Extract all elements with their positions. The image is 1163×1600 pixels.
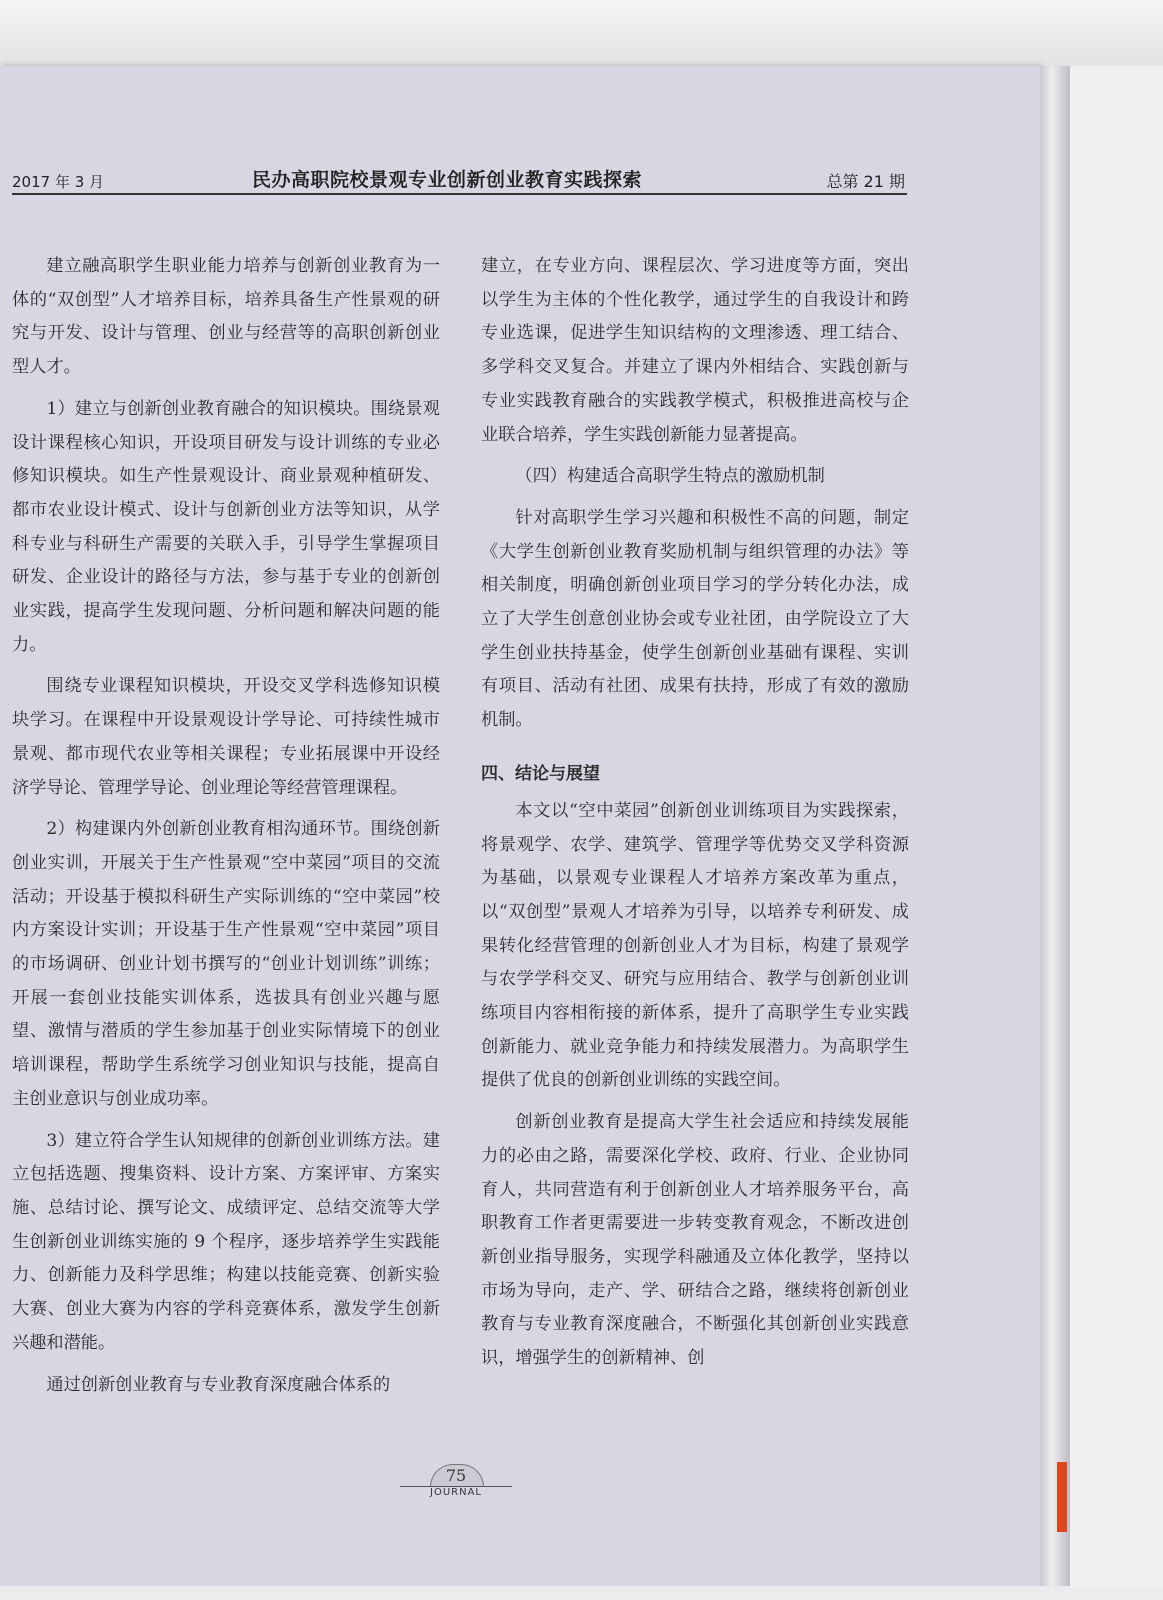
header-issue: 总第 21 期 bbox=[826, 172, 905, 191]
page-footer bbox=[400, 1464, 512, 1500]
right-column bbox=[481, 250, 909, 1384]
running-header bbox=[12, 165, 907, 195]
paragraph: 3）建立符合学生认知规律的创新创业训练方法。建立包括选题、搜集资料、设计方案、方案评审、方案实施、总结讨论、撰写论文、成绩评定、总结交流等大学生创新创业训练实施的 9 个程序，逐步培养学生实践能力、创新能力及科学思维；构建以技能竞赛、创新实验大赛、创业大赛为内容的学科竞赛体系，激发学生创新兴趣和潜能。 bbox=[12, 1130, 440, 1353]
paragraph: 创新创业教育是提高大学生社会适应和持续发展能力的必由之路，需要深化学校、政府、行业、企业协同育人，共同营造有利于创新创业人才培养服务平台，高职教育工作者更需要进一步转变教育观念，不断改进创新创业指导服务，实现学科融通及立体化教学，坚持以市场为导向，走产、学、研结合之路，继续将创新创业教育与专业教育深度融合，不断强化其创新创业实践意识，增强学生的创新精神、创 bbox=[481, 1112, 909, 1369]
paragraph: 建立融高职学生职业能力培养与创新创业教育为一体的“双创型”人才培养目标，培养具备生产性景观的研究与开发、设计与管理、创业与经营等的高职创新创业型人才。 bbox=[12, 256, 440, 378]
paragraph: 通过创新创业教育与专业教育深度融合体系的 bbox=[46, 1374, 391, 1395]
header-date: 2017 年 3 月 bbox=[12, 173, 105, 191]
paragraph: 1）建立与创新创业教育融合的知识模块。围绕景观设计课程核心知识，开设项目研发与设计训练的专业必修知识模块。如生产性景观设计、商业景观种植研发、都市农业设计模式、设计与创新创业方法等知识，从学科专业与科研生产需要的关联入手，引导学生掌握项目研发、企业设计的路径与方法，参与基于专业的创新创业实践，提高学生发现问题、分析问题和解决问题的能力。 bbox=[12, 398, 440, 655]
paragraph: 针对高职学生学习兴趣和积极性不高的问题，制定《大学生创新创业教育奖励机制与组织管理的办法》等相关制度，明确创新创业项目学习的学分转化办法，成立了大学生创意创业协会或专业社团，由学院设立了大学生创业扶持基金，使学生创新创业基础有课程、实训有项目、活动有社团、成果有扶持，形成了有效的激励机制。 bbox=[481, 507, 909, 731]
paragraph: 本文以“空中菜园”创新创业训练项目为实践探索，将景观学、农学、建筑学、管理学等优势交叉学科资源为基础，以景观专业课程人才培养方案改革为重点，以“双创型”景观人才培养为引导，以培养专利研发、成果转化经营管理的创新创业人才为目标，构建了景观学与农学学科交叉、研究与应用结合、教学与创新创业训练项目内容相衔接的新体系，提升了高职学生专业实践创新能力、就业竞争能力和持续发展潜力。为高职学生提供了优良的创新创业训练的实践空间。 bbox=[481, 800, 909, 1091]
left-column bbox=[12, 250, 440, 1410]
journal-label: JOURNAL bbox=[430, 1487, 482, 1498]
page-number: 75 bbox=[445, 1466, 467, 1485]
section-heading: 四、结论与展望 bbox=[481, 763, 600, 784]
subsection-heading: （四）构建适合高职学生特点的激励机制 bbox=[515, 466, 825, 487]
scan-background-bottom bbox=[0, 1586, 1163, 1600]
page-edge bbox=[1040, 66, 1070, 1586]
paragraph-continuation: 建立，在专业方向、课程层次、学习进度等方面，突出以学生为主体的个性化教学，通过学生的自我设计和跨专业选课，促进学生知识结构的文理渗透、理工结合、多学科交叉复合。并建立了课内外相结合、实践创新与专业实践教育融合的实践教学模式，积极推进高校与企业联合培养，学生实践创新能力显著提高。 bbox=[481, 256, 909, 445]
page-edge-color-tab bbox=[1057, 1462, 1067, 1532]
paragraph: 2）构建课内外创新创业教育相沟通环节。围绕创新创业实训，开展关于生产性景观“空中菜园”项目的交流活动；开设基于模拟科研生产实际训练的“空中菜园”校内方案设计实训；开设基于生产性景观“空中菜园”项目的市场调研、创业计划书撰写的“创业计划训练”训练；开展一套创业技能实训体系，选拔具有创业兴趣与愿望、激情与潜质的学生参加基于创业实际情境下的创业培训课程，帮助学生系统学习创业知识与技能，提高自主创业意识与创业成功率。 bbox=[12, 819, 440, 1109]
scan-background-top bbox=[0, 0, 1163, 66]
paragraph: 围绕专业课程知识模块，开设交叉学科选修知识模块学习。在课程中开设景观设计学导论、可持续性城市景观、都市现代农业等相关课程；专业拓展课中开设经济学导论、管理学导论、创业理论等经营管理课程。 bbox=[12, 676, 440, 798]
header-title: 民办高职院校景观专业创新创业教育实践探索 bbox=[252, 169, 643, 191]
